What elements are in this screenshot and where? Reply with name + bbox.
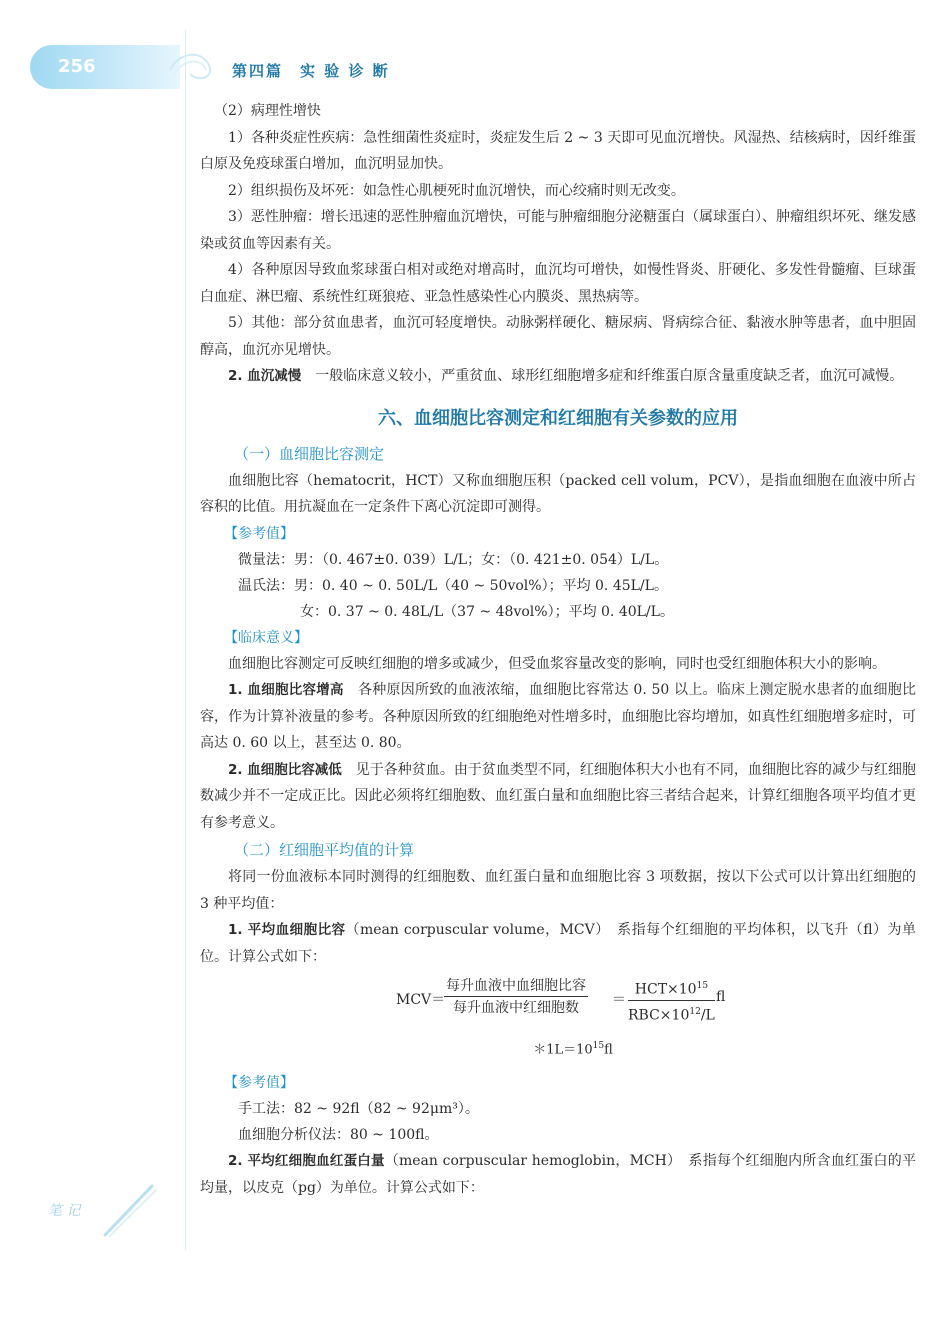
paragraph: 1. 平均血细胞比容（mean corpuscular volume，MCV） 系指每个红细胞的平均体积，以飞升（fl）为单位。计算公式如下： <box>200 922 916 965</box>
paragraph: 2. 血细胞比容减低 见于各种贫血。由于贫血类型不同，红细胞体积大小也有不同，血细胞比容的减少与红细胞数减少并不一定成正比。因此必须将红细胞数、血红蛋白量和血细胞比容三者结合起来，计算红细胞各项平均值才更有参考意义。 <box>200 761 917 831</box>
paragraph: 血细胞比容（hematocrit，HCT）又称血细胞压积（packed cell volum，PCV），是指血细胞在血液中所占容积的比值。用抗凝血在一定条件下离心沉淀即可测得。 <box>200 472 916 515</box>
formula-unit: fl <box>716 989 726 1005</box>
paragraph: 5）其他：部分贫血患者，血沉可轻度增快。动脉粥样硬化、糖尿病、肾病综合征、黏液水肿等患者，血中胆固醇高，血沉亦见增快。 <box>200 315 916 358</box>
page-content <box>200 98 916 1201</box>
reference-value: 微量法：男：（0. 467±0. 039）L/L；女：（0. 421±0. 054）L/L。 <box>238 551 669 568</box>
paragraph: 血细胞比容测定可反映红细胞的增多或减少，但受血浆容量改变的影响，同时也受红细胞体积大小的影响。 <box>228 655 886 672</box>
term: 1. 平均血细胞比容 <box>228 922 346 938</box>
formula-fraction-1: 每升血液中血细胞比容 每升血液中红细胞数 <box>446 978 586 1016</box>
paragraph: 4）各种原因导致血浆球蛋白相对或绝对增高时，血沉均可增快，如慢性肾炎、肝硬化、多发性骨髓瘤、巨球蛋白血症、淋巴瘤、系统性红斑狼疮、亚急性感染性心内膜炎、黑热病等。 <box>200 262 916 305</box>
reference-value: 温氏法：男：0. 40 ~ 0. 50L/L（40 ~ 50vol%）；平均 0. 45L/L。 <box>238 577 668 594</box>
formula-note: $*1L=10^{15}fl$ <box>533 1041 613 1058</box>
part-title: 第四篇 实 验 诊 断 <box>232 62 390 80</box>
paragraph: 1）各种炎症性疾病：急性细菌性炎症时，炎症发生后 2 ~ 3 天即可见血沉增快。风湿热、结核病时，因纤维蛋白原及免疫球蛋白增加，血沉明显加快。 <box>200 129 916 172</box>
reference-value: 女：0. 37 ~ 0. 48L/L（37 ~ 48vol%）；平均 0. 40L/L。 <box>300 603 674 620</box>
paragraph: 3）恶性肿瘤：增长迅速的恶性肿瘤血沉增快，可能与肿瘤细胞分泌糖蛋白（属球蛋白）、肿瘤组织坏死、继发感染或贫血等因素有关。 <box>200 209 916 252</box>
mcv-formula: MCV＝ 每升血液中血细胞比容 每升血液中红细胞数 ＝ $HCT\times 10^{15}$ $RBC\times 10^{12}/L$ fl <box>200 974 916 1032</box>
pen-icon <box>100 1180 160 1240</box>
subsection-title: （一）血细胞比容测定 <box>234 444 385 463</box>
paragraph: 2. 血沉减慢 一般临床意义较小，严重贫血、球形红细胞增多症和纤维蛋白原含量重度缺乏者，血沉可减慢。 <box>228 368 904 384</box>
paragraph: 将同一份血液标本同时测得的红细胞数、血红蛋白量和血细胞比容 3 项数据，按以下公式可以计算出红细胞的 3 种平均值： <box>200 869 916 912</box>
subsection-title: （二）红细胞平均值的计算 <box>234 841 415 859</box>
reference-value: 手工法：82 ~ 92fl（82 ~ 92μm³）。 <box>238 1101 479 1118</box>
formula-lhs: MCV＝ <box>396 992 446 1008</box>
term: 2. 血细胞比容减低 <box>228 761 342 778</box>
page-number: 256 <box>58 56 96 77</box>
clinical-tag: 【临床意义】 <box>224 629 308 646</box>
term: 2. 血沉减慢 <box>228 368 302 384</box>
page-number-tab <box>30 45 180 89</box>
paragraph: 2. 平均红细胞血红蛋白量（mean corpuscular hemoglobin，MCH） 系指每个红细胞内所含血红蛋白的平均量，以皮克（pg）为单位。计算公式如下： <box>200 1153 916 1196</box>
term: 1. 血细胞比容增高 <box>228 682 344 698</box>
paragraph: 2）组织损伤及坏死：如急性心肌梗死时血沉增快，而心绞痛时则无改变。 <box>228 182 685 199</box>
reference-tag: 【参考值】 <box>224 1075 294 1092</box>
formula-fraction-2: $HCT\times 10^{15}$ $RBC\times 10^{12}/L$ <box>628 976 715 1026</box>
section-title: 六、血细胞比容测定和红细胞有关参数的应用 <box>378 407 738 429</box>
paragraph: 1. 血细胞比容增高 各种原因所致的血液浓缩，血细胞比容常达 0. 50 以上。临床上测定脱水患者的血细胞比容，作为计算补液量的参考。各种原因所致的红细胞绝对性增多时，血细胞比容均增加，如真性红细胞增多症时，可高达 0. 60 以上，甚至达 0. 80。 <box>200 682 916 751</box>
term: 2. 平均红细胞血红蛋白量 <box>228 1153 385 1170</box>
notes-label: 笔 记 <box>48 1203 81 1219</box>
reference-tag: 【参考值】 <box>224 525 294 542</box>
paragraph: （2）病理性增快 <box>214 103 321 119</box>
margin-divider <box>185 30 186 1250</box>
reference-value: 血细胞分析仪法：80 ~ 100fl。 <box>238 1127 439 1144</box>
swirl-decoration-icon <box>160 40 220 90</box>
